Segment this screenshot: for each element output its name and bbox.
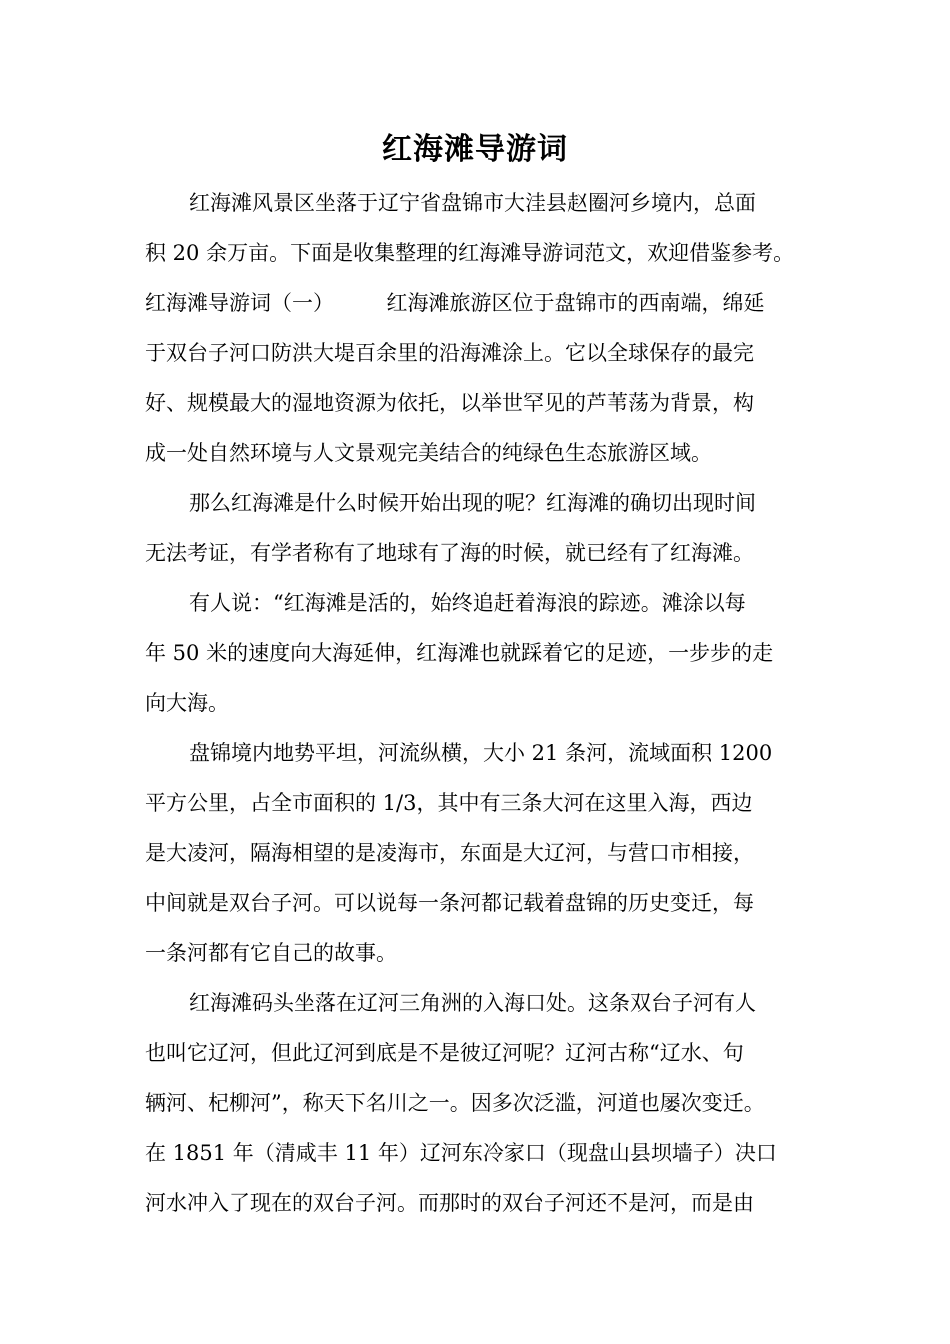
text-line: 中间就是双台子河。可以说每一条河都记载着盘锦的历史变迁，每	[145, 891, 754, 915]
text-line: 好、规模最大的湿地资源为依托，以举世罕见的芦苇荡为背景，构	[145, 391, 754, 415]
document-body	[145, 178, 815, 1228]
text-line: 一条河都有它自己的故事。	[145, 941, 397, 965]
text-line: 盘锦境内地势平坦，河流纵横，大小 21 条河，流域面积 1200	[189, 741, 773, 765]
text-line: 无法考证，有学者称有了地球有了海的时候，就已经有了红海滩。	[145, 541, 754, 565]
text-line: 成一处自然环境与人文景观完美结合的纯绿色生态旅游区域。	[145, 441, 712, 465]
text-line: 那么红海滩是什么时候开始出现的呢？红海滩的确切出现时间	[189, 491, 756, 515]
text-line: 河水冲入了现在的双台子河。而那时的双台子河还不是河，而是由	[145, 1191, 754, 1215]
text-line: 在 1851 年（清咸丰 11 年）辽河东冷家口（现盘山县坝墙子）决口	[145, 1141, 777, 1165]
text-line: 积 20 余万亩。下面是收集整理的红海滩导游词范文，欢迎借鉴参考。	[145, 241, 795, 265]
page-title: 红海滩导游词	[382, 132, 568, 167]
text-line: 也叫它辽河，但此辽河到底是不是彼辽河呢？辽河古称“辽水、句	[145, 1041, 744, 1065]
text-line: 红海滩码头坐落在辽河三角洲的入海口处。这条双台子河有人	[189, 991, 756, 1015]
text-line: 向大海。	[145, 691, 229, 715]
text-line: 平方公里，占全市面积的 1/3，其中有三条大河在这里入海，西边	[145, 791, 753, 815]
text-line: 是大凌河，隔海相望的是凌海市，东面是大辽河，与营口市相接，	[145, 841, 754, 865]
text-line: 年 50 米的速度向大海延伸，红海滩也就踩着它的足迹，一步步的走	[145, 641, 774, 665]
text-line: 红海滩导游词（一） 红海滩旅游区位于盘锦市的西南端，绵延	[145, 291, 765, 315]
text-line: 红海滩风景区坐落于辽宁省盘锦市大洼县赵圈河乡境内，总面	[189, 191, 756, 215]
text-line: 有人说：“红海滩是活的，始终追赶着海浪的踪迹。滩涂以每	[189, 591, 746, 615]
text-line: 于双台子河口防洪大堤百余里的沿海滩涂上。它以全球保存的最完	[145, 341, 754, 365]
text-line: 辆河、杞柳河”，称天下名川之一。因多次泛滥，河道也屡次变迁。	[145, 1091, 765, 1115]
